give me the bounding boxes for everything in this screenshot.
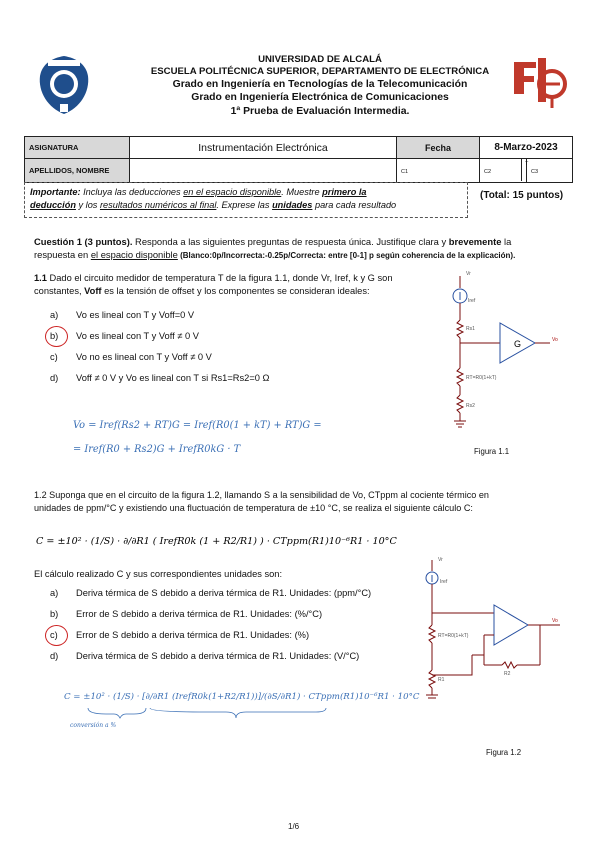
option-letter: b)	[50, 609, 59, 619]
option-text: Vo es lineal con T y Voff ≠ 0 V	[76, 331, 199, 341]
fig12-vo: Vo	[552, 618, 558, 624]
fig12-iref: Iref	[440, 579, 448, 585]
imp-text-10: para cada resultado	[312, 199, 397, 210]
option-letter: d)	[50, 651, 59, 661]
solution-underbraces	[86, 706, 376, 726]
fig11-g: G	[514, 339, 522, 349]
q11-option-a[interactable]	[34, 310, 194, 320]
fig12-r2: R2	[504, 671, 511, 677]
q12-question: El cálculo realizado C y sus correspondientes unidades son:	[34, 569, 283, 579]
imp-text-5: deducción	[30, 199, 76, 210]
imp-text-7: resultados numéricos al final	[99, 199, 217, 210]
imp-text-8: . Exprese las	[216, 199, 273, 210]
q11-solution-line2: = Iref(R0 + Rs2)G + IrefR0kG · T	[73, 444, 241, 455]
option-text: Error de S debido a deriva térmica de R1. Unidades: (%/°C)	[76, 609, 323, 619]
q1-intro-2: la	[501, 236, 512, 247]
q11-voff: Voff	[84, 286, 102, 296]
imp-text-2: en el espacio disponible	[183, 187, 282, 197]
fecha-value: 8-Marzo-2023	[480, 137, 573, 159]
option-letter: b)	[50, 331, 59, 341]
imp-text-6: y los	[75, 199, 100, 210]
q12-option-a[interactable]	[34, 588, 371, 598]
apellidos-label: APELLIDOS, NOMBRE	[25, 159, 130, 183]
q11-text-1: Dado el circuito medidor de temperatura T de la figura 1.1, donde Vr, Iref, k y G son	[46, 273, 393, 283]
exam-title: 1ª Prueba de Evaluación Intermedia.	[230, 106, 410, 117]
q12-option-b[interactable]	[34, 609, 322, 619]
university-name: UNIVERSIDAD DE ALCALÁ	[258, 54, 382, 65]
q1-intro-bold: brevemente	[448, 236, 502, 247]
q11-number: 1.1	[34, 273, 47, 283]
imp-text-1: Incluya las deducciones	[80, 187, 184, 197]
q12-text-1: 1.2 Suponga que en el circuito de la figura 1.2, llamando S a la sensibilidad de Vo, CTppm al cociente térmico en	[34, 490, 489, 500]
option-letter: a)	[50, 310, 59, 320]
imp-text-4: primero la	[322, 187, 367, 197]
q11-text-2: constantes,	[34, 286, 85, 296]
q1-intro-line2	[34, 248, 574, 262]
option-text: Deriva térmica de S debido a deriva térmica de R1. Unidades: (ppm/°C)	[76, 588, 372, 598]
asignatura-value: Instrumentación Electrónica	[130, 137, 397, 159]
fig11-rs1: Rs1	[466, 326, 475, 332]
q11-option-c[interactable]	[34, 352, 212, 362]
q1-line2-b: (Blanco:0p/Incorrecta:-0.25p/Correcta: entre [0-1] p según coherencia de la explicación).	[177, 251, 516, 260]
solution-conversion-label: conversión a %	[70, 722, 117, 729]
fig11-rs2: Rs2	[466, 403, 475, 409]
option-letter: c)	[50, 352, 58, 362]
q1-line2-u: el espacio disponible	[90, 249, 178, 260]
selected-answer-circle	[45, 625, 68, 646]
q11-text	[34, 272, 434, 298]
fig11-iref: Iref	[468, 298, 476, 304]
student-info-table	[24, 136, 573, 183]
asignatura-label: ASIGNATURA	[25, 137, 130, 159]
selected-answer-circle	[45, 326, 68, 347]
option-text: Deriva térmica de S debido a deriva térmica de R1. Unidades: (V/°C)	[76, 651, 360, 661]
t-label: T	[525, 161, 529, 167]
total-points: (Total: 15 puntos)	[480, 190, 564, 201]
degree-1: Grado en Ingeniería en Tecnologías de la Telecomunicación	[172, 79, 468, 90]
option-text: Error de S debido a deriva térmica de R1. Unidades: (%)	[76, 630, 310, 640]
q11-solution-line1: Vo = Iref(Rs2 + RT)G = Iref(R0(1 + kT) + RT)G =	[73, 420, 322, 431]
fecha-label: Fecha	[397, 137, 480, 159]
degree-2: Grado en Ingeniería Electrónica de Comunicaciones	[191, 92, 449, 103]
fig11-rt: RT=R0(1+kT)	[466, 375, 497, 381]
option-letter: c)	[50, 630, 58, 640]
figure-1-2-circuit	[410, 555, 570, 705]
figure-1-2-caption: Figura 1.2	[486, 748, 522, 757]
q1-line2-a: respuesta en	[34, 249, 91, 260]
importante-box	[24, 182, 468, 218]
name-field[interactable]	[130, 159, 397, 183]
option-letter: d)	[50, 373, 59, 383]
q12-option-d[interactable]	[34, 651, 359, 661]
q11-text-3: es la tensión de offset y los componentes se consideran ideales:	[101, 286, 370, 296]
c3-box[interactable]: C3	[527, 159, 573, 183]
figure-1-1-caption: Figura 1.1	[474, 447, 510, 456]
fig12-r1: R1	[438, 677, 445, 683]
c1-box[interactable]: C1	[397, 159, 480, 183]
fig12-rt: RT=R0(1+kT)	[438, 633, 469, 639]
q11-option-d[interactable]	[34, 373, 269, 383]
imp-text-9: unidades	[272, 199, 313, 210]
option-text: Voff ≠ 0 V y Vo es lineal con T si Rs1=Rs2=0 Ω	[76, 373, 270, 383]
fig11-vo: Vo	[552, 337, 558, 343]
q1-title: Cuestión 1 (3 puntos).	[34, 236, 133, 247]
fig12-vr: Vr	[438, 557, 443, 563]
option-text: Vo no es lineal con T y Voff ≠ 0 V	[76, 352, 212, 362]
t-box[interactable]	[521, 159, 574, 181]
q12-option-c[interactable]	[34, 630, 309, 640]
c2-box[interactable]: C2	[480, 159, 527, 183]
page-number: 1/6	[288, 822, 300, 831]
q1-intro	[34, 235, 574, 248]
fig11-vr: Vr	[466, 271, 471, 277]
q12-text-2: unidades de ppm/°C y existiendo una fluctuación de temperatura de ±10 °C, se realiza el siguiente cálculo C:	[34, 503, 473, 513]
imp-text-3: . Muestre	[281, 187, 323, 197]
importante-label: Importante:	[30, 187, 81, 197]
option-letter: a)	[50, 588, 59, 598]
option-text: Vo es lineal con T y Voff=0 V	[76, 310, 195, 320]
q12-solution: C = ±10² · (1/S) · [∂/∂R1 (IrefR0k(1+R2/R1))]/(∂S/∂R1) · CTppm(R1)10⁻⁶R1 · 10°C	[64, 692, 420, 702]
figure-1-1-circuit	[440, 268, 570, 433]
q12-formula: C = ±10² · (1/S) · ∂/∂R1 ( IrefR0k (1 + R2/R1) ) · CTppm(R1)10⁻⁶R1 · 10°C	[36, 536, 397, 547]
school-name: ESCUELA POLITÉCNICA SUPERIOR, DEPARTAMENTO DE ELECTRÓNICA	[150, 66, 490, 77]
university-logo	[34, 54, 94, 116]
q1-intro-1: Responda a las siguientes preguntas de respuesta única. Justifique clara y	[132, 236, 449, 247]
